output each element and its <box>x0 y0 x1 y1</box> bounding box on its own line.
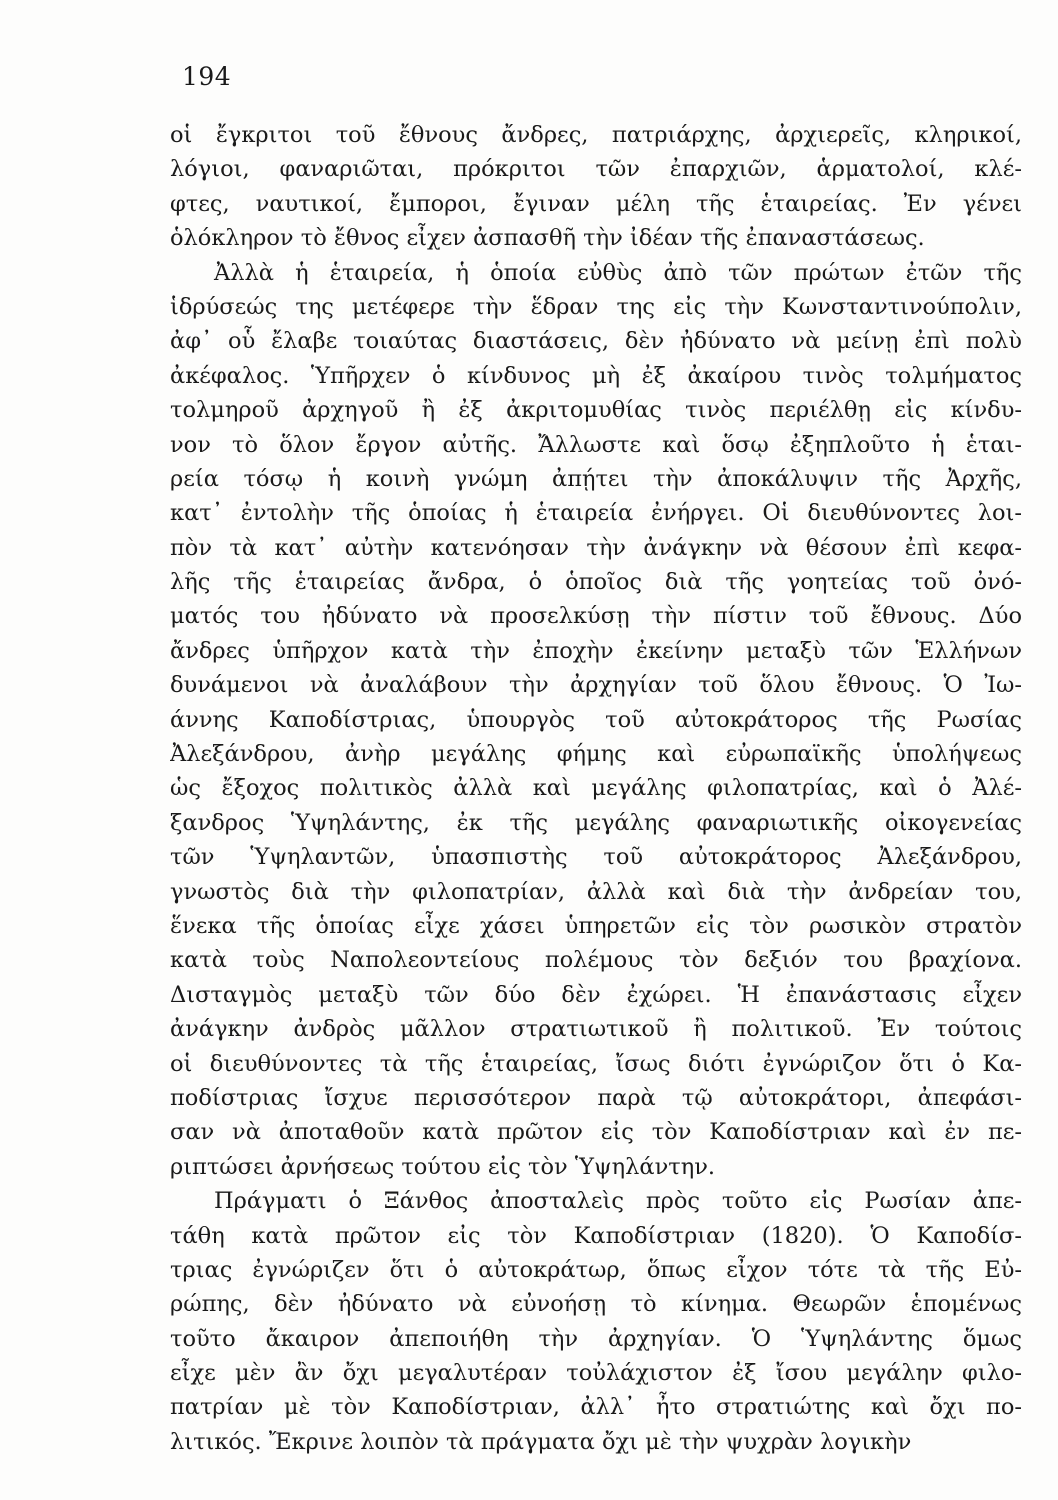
text-line: οἱ ἔγκριτοι τοῦ ἔθνους ἄνδρες, πατριάρχης, ἀρχιερεῖς, κληρικοί, <box>170 122 1022 148</box>
text-line: ἀκέφαλος. Ὑπῆρχεν ὁ κίνδυνος μὴ ἐξ ἀκαίρου τινὸς τολμήματος <box>170 362 1022 389</box>
text-line: ρώπης, δὲν ἠδύνατο νὰ εὐνοήσῃ τὸ κίνημα. Θεωρῶν ἑπομένως <box>170 1291 1022 1318</box>
text-line: Ἀλλὰ ἡ ἑταιρεία, ἡ ὁποία εὐθὺς ἀπὸ τῶν πρώτων ἐτῶν τῆς <box>214 259 1022 286</box>
text-line: λῆς τῆς ἑταιρείας ἄνδρα, ὁ ὁποῖος διὰ τῆς γοητείας τοῦ ὀνό- <box>170 569 1022 596</box>
paragraph <box>170 256 1022 1185</box>
text-line: ἕνεκα τῆς ὁποίας εἶχε χάσει ὑπηρετῶν εἰς τὸν ρωσικὸν στρατὸν <box>170 912 1022 939</box>
text-line: ὁλόκληρον τὸ ἔθνος εἶχεν ἀσπασθῆ τὴν ἰδέαν τῆς ἐπαναστάσεως. <box>170 225 925 252</box>
text-line: εἶχε μὲν ἂν ὄχι μεγαλυτέραν τοὐλάχιστον ἐξ ἴσου μεγάλην φιλο- <box>170 1360 1022 1387</box>
text-line: ἱδρύσεώς της μετέφερε τὴν ἕδραν της εἰς τὴν Κωνσταντινούπολιν, <box>170 293 1022 320</box>
text-line: ξανδρος Ὑψηλάντης, ἐκ τῆς μεγάλης φαναριωτικῆς οἰκογενείας <box>170 809 1022 836</box>
text-line: τῶν Ὑψηλαντῶν, ὑπασπιστὴς τοῦ αὐτοκράτορος Ἀλεξάνδρου, <box>170 844 1022 871</box>
text-line: τολμηροῦ ἀρχηγοῦ ἢ ἐξ ἀκριτομυθίας τινὸς περιέλθῃ εἰς κίνδυ- <box>170 397 1022 424</box>
text-line: πατρίαν μὲ τὸν Καποδίστριαν, ἀλλ᾽ ἦτο στρατιώτης καὶ ὄχι πο- <box>170 1394 1022 1421</box>
paragraph <box>170 118 1022 256</box>
text-line: κατὰ τοὺς Ναπολεοντείους πολέμους τὸν δεξιόν του βραχίονα. <box>170 947 1022 974</box>
text-line: ριπτώσει ἀρνήσεως τούτου εἰς τὸν Ὑψηλάντην. <box>170 1153 716 1180</box>
page-number: 194 <box>182 62 232 91</box>
text-line: φτες, ναυτικοί, ἔμποροι, ἔγιναν μέλη τῆς ἑταιρείας. Ἐν γένει <box>170 190 1022 217</box>
text-line: Δισταγμὸς μεταξὺ τῶν δύο δὲν ἐχώρει. Ἡ ἐπανάστασις εἶχεν <box>170 981 1022 1008</box>
text-line: ρεία τόσῳ ἡ κοινὴ γνώμη ἀπῄτει τὴν ἀποκάλυψιν τῆς Ἀρχῆς, <box>170 465 1022 492</box>
text-line: ἀφ᾽ οὗ ἔλαβε τοιαύτας διαστάσεις, δὲν ἠδύνατο νὰ μείνῃ ἐπὶ πολὺ <box>170 328 1022 355</box>
text-line: ποδίστριας ἴσχυε περισσότερον παρὰ τῷ αὐτοκράτορι, ἀπεφάσι- <box>170 1084 1022 1111</box>
text-line: Πράγματι ὁ Ξάνθος ἀποσταλεὶς πρὸς τοῦτο εἰς Ρωσίαν ἀπε- <box>214 1188 1022 1215</box>
text-line: σαν νὰ ἀποταθοῦν κατὰ πρῶτον εἰς τὸν Καποδίστριαν καὶ ἐν πε- <box>170 1119 1022 1146</box>
text-line: ἄνδρες ὑπῆρχον κατὰ τὴν ἐποχὴν ἐκείνην μεταξὺ τῶν Ἑλλήνων <box>170 637 1022 664</box>
text-line: Ἀλεξάνδρου, ἀνὴρ μεγάλης φήμης καὶ εὐρωπαϊκῆς ὑπολήψεως <box>170 741 1022 768</box>
text-line: οἱ διευθύνοντες τὰ τῆς ἑταιρείας, ἴσως διότι ἐγνώριζον ὅτι ὁ Κα- <box>170 1050 1022 1077</box>
text-line: δυνάμενοι νὰ ἀναλάβουν τὴν ἀρχηγίαν τοῦ ὅλου ἔθνους. Ὁ Ἰω- <box>170 672 1022 699</box>
text-line: λόγιοι, φαναριῶται, πρόκριτοι τῶν ἐπαρχιῶν, ἁρματολοί, κλέ- <box>170 156 1022 183</box>
text-line: άννης Καποδίστριας, ὑπουργὸς τοῦ αὐτοκράτορος τῆς Ρωσίας <box>170 706 1022 733</box>
text-line: ἀνάγκην ἀνδρὸς μᾶλλον στρατιωτικοῦ ἢ πολιτικοῦ. Ἐν τούτοις <box>170 1016 1022 1043</box>
text-line: γνωστὸς διὰ τὴν φιλοπατρίαν, ἀλλὰ καὶ διὰ τὴν ἀνδρείαν του, <box>170 878 1022 905</box>
text-line: τριας ἐγνώριζεν ὅτι ὁ αὐτοκράτωρ, ὅπως εἶχον τότε τὰ τῆς Εὐ- <box>170 1256 1022 1283</box>
text-line: τοῦτο ἄκαιρον ἀπεποιήθη τὴν ἀρχηγίαν. Ὁ Ὑψηλάντης ὅμως <box>170 1325 1022 1352</box>
text-line: τάθη κατὰ πρῶτον εἰς τὸν Καποδίστριαν (1820). Ὁ Καποδίσ- <box>170 1222 1022 1249</box>
text-line: λιτικός. Ἔκρινε λοιπὸν τὰ πράγματα ὄχι μὲ τὴν ψυχρὰν λογικὴν <box>170 1428 912 1455</box>
text-line: πὸν τὰ κατ᾽ αὐτὴν κατενόησαν τὴν ἀνάγκην νὰ θέσουν ἐπὶ κεφα- <box>170 534 1022 561</box>
body-text <box>170 118 1022 1459</box>
text-line: κατ᾽ ἐντολὴν τῆς ὁποίας ἡ ἑταιρεία ἐνήργει. Οἱ διευθύνοντες λοι- <box>170 500 1022 527</box>
text-line: νον τὸ ὅλον ἔργον αὐτῆς. Ἄλλωστε καὶ ὅσῳ ἐξηπλοῦτο ἡ ἑται- <box>170 431 1022 458</box>
text-line: ὡς ἔξοχος πολιτικὸς ἀλλὰ καὶ μεγάλης φιλοπατρίας, καὶ ὁ Ἀλέ- <box>170 775 1022 802</box>
text-line: ματός του ἠδύνατο νὰ προσελκύσῃ τὴν πίστιν τοῦ ἔθνους. Δύο <box>170 603 1022 630</box>
paragraph <box>170 1184 1022 1459</box>
